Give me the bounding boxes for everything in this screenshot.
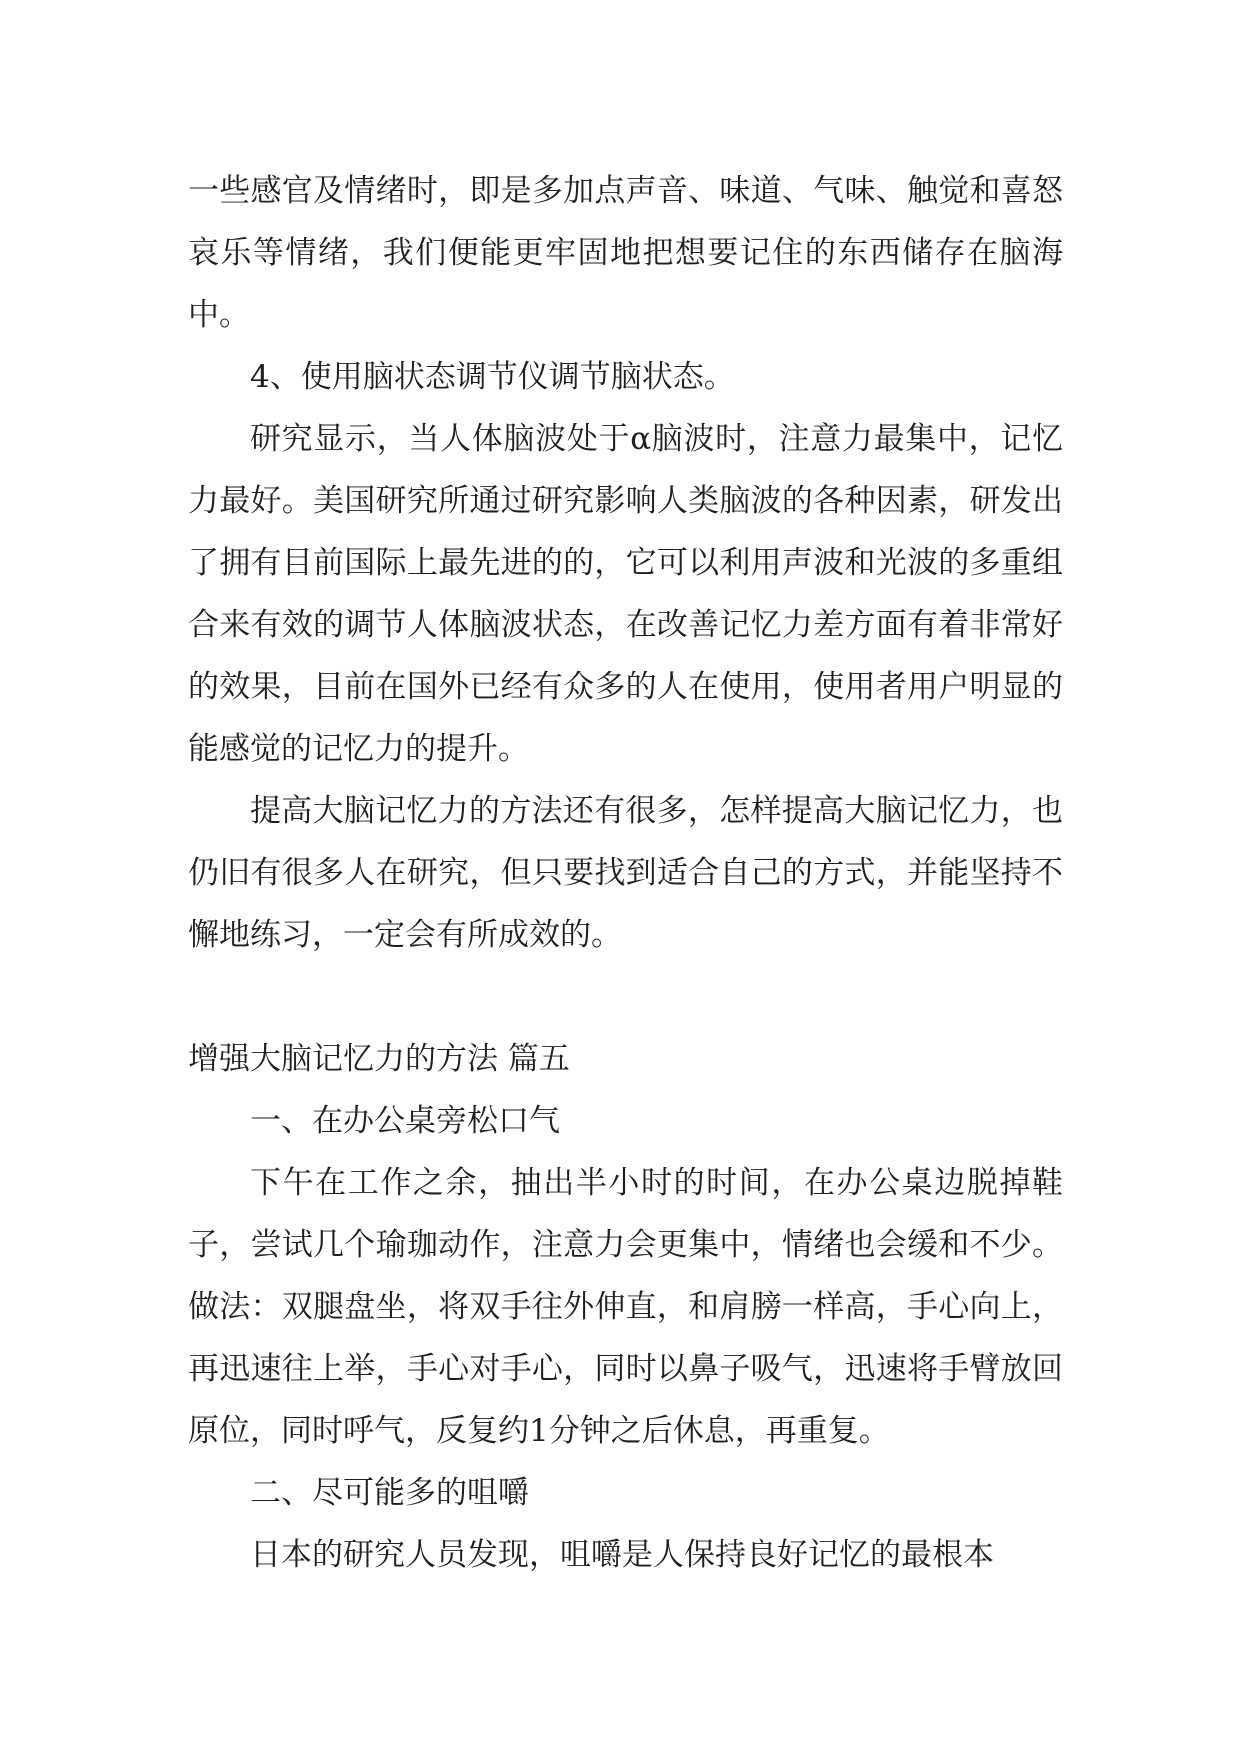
section-spacer — [188, 966, 1063, 1028]
list-item-brain-state-device: 4、使用脑状态调节仪调节脑状态。 — [250, 359, 735, 395]
subheading-chewing: 二、尽可能多的咀嚼 — [250, 1475, 529, 1511]
paragraph-yoga-method: 下午在工作之余，抽出半小时的时间，在办公桌边脱掉鞋子，尝试几个瑜珈动作，注意力会更集中，情绪也会缓和不少。做法：双腿盘坐，将双手往外伸直，和肩膀一样高，手心向上，再迅速往上举，手心对手心，同时以鼻子吸气，迅速将手臂放回原位，同时呼气，反复约1分钟之后休息，再重复。 — [188, 1165, 1063, 1449]
document-body — [188, 160, 1063, 1586]
paragraph-alpha-waves-research: 研究显示，当人体脑波处于α脑波时，注意力最集中，记忆力最好。美国研究所通过研究影响人类脑波的各种因素，研发出了拥有目前国际上最先进的的，它可以利用声波和光波的多重组合来有效的调节人体脑波状态，在改善记忆力差方面有着非常好的效果，目前在国外已经有众多的人在使用，使用者用户明显的能感觉的记忆力的提升。 — [188, 421, 1063, 767]
section-title: 增强大脑记忆力的方法 篇五 — [188, 1041, 570, 1077]
subheading-relax-at-desk: 一、在办公桌旁松口气 — [250, 1103, 560, 1139]
paragraph-senses-emotions: 一些感官及情绪时，即是多加点声音、味道、气味、触觉和喜怒哀乐等情绪，我们便能更牢固地把想要记住的东西储存在脑海中。 — [188, 173, 1063, 333]
paragraph-conclusion: 提高大脑记忆力的方法还有很多，怎样提高大脑记忆力，也仍旧有很多人在研究，但只要找到适合自己的方式，并能坚持不懈地练习，一定会有所成效的。 — [188, 793, 1063, 953]
paragraph-chewing-research: 日本的研究人员发现，咀嚼是人保持良好记忆的最根本 — [250, 1537, 994, 1573]
